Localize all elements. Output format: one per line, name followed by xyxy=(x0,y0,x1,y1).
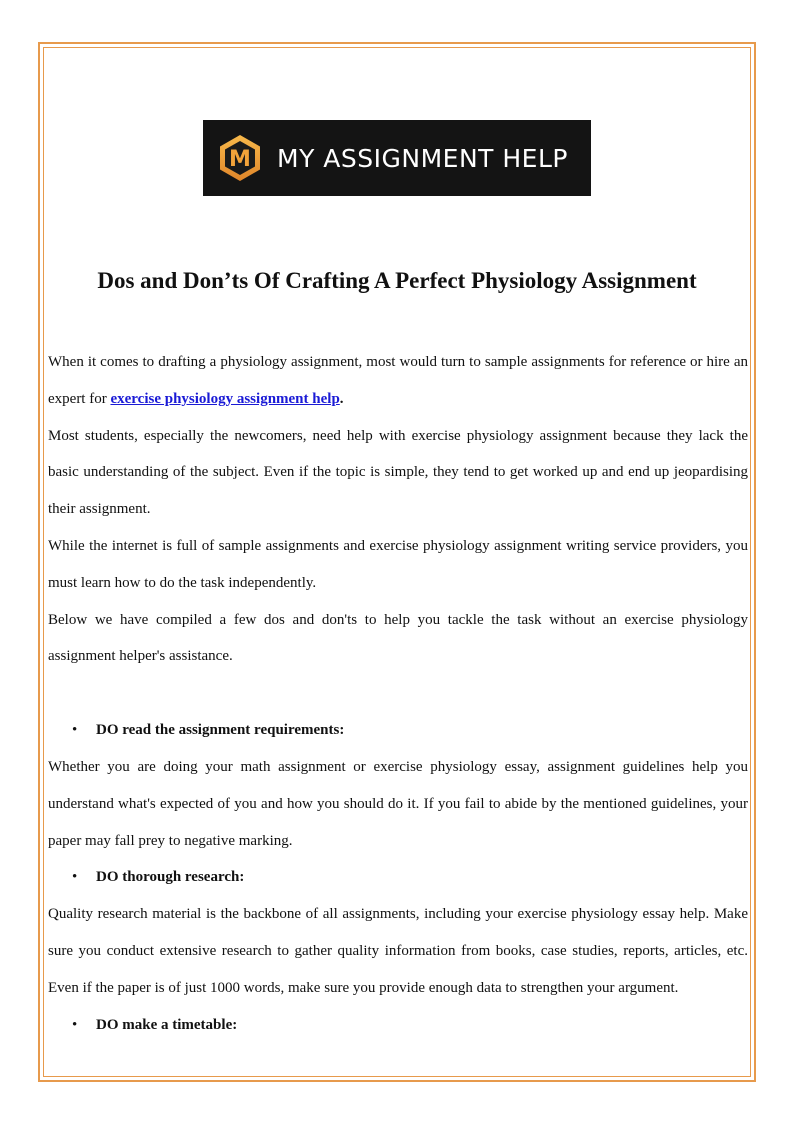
section-heading: • DO read the assignment requirements: xyxy=(48,712,748,749)
hexagon-logo-icon xyxy=(215,133,265,183)
logo-banner xyxy=(203,120,591,196)
spacer xyxy=(48,675,748,712)
intro-paragraph-3: While the internet is full of sample assignments and exercise physiology assignment writing service providers, you must learn how to do the task independently. xyxy=(48,537,748,591)
page-title: Dos and Don’ts Of Crafting A Perfect Physiology Assignment xyxy=(97,268,697,293)
intro-paragraph-1 xyxy=(48,344,748,418)
document-body xyxy=(48,344,748,1043)
logo-letter: M xyxy=(229,147,251,172)
intro-text-1-end: . xyxy=(339,390,344,407)
section-heading: • DO make a timetable: xyxy=(48,1007,748,1044)
section-body: Quality research material is the backbone of all assignments, including your exercise physiology essay help. Make sure you conduct extensive research to gather quality information from books, case studies, reports, articles, etc. Even if the paper is of just 1000 words, make sure you provide enough data to strengthen your argument. xyxy=(48,906,748,996)
intro-paragraph-2: Most students, especially the newcomers, need help with exercise physiology assignment because they lack the basic understanding of the subject. Even if the topic is simple, they tend to get worked up and end up jeopardising their assignment. xyxy=(48,427,748,518)
logo-text: MY ASSIGNMENT HELP xyxy=(277,143,568,173)
intro-text-1: When it comes to drafting a physiology assignment, most would turn to sample assignments for reference or hire an expert for xyxy=(48,354,748,407)
section-body: Whether you are doing your math assignment or exercise physiology essay, assignment guidelines help you understand what's expected of you and how you should do it. If you fail to abide by the mentioned guidelines, your paper may fall prey to negative marking. xyxy=(48,758,748,849)
exercise-physiology-help-link[interactable]: exercise physiology assignment help xyxy=(110,390,340,407)
section-heading: • DO thorough research: xyxy=(48,859,748,896)
intro-paragraph-4: Below we have compiled a few dos and don'ts to help you tackle the task without an exercise physiology assignment helper's assistance. xyxy=(48,611,748,665)
